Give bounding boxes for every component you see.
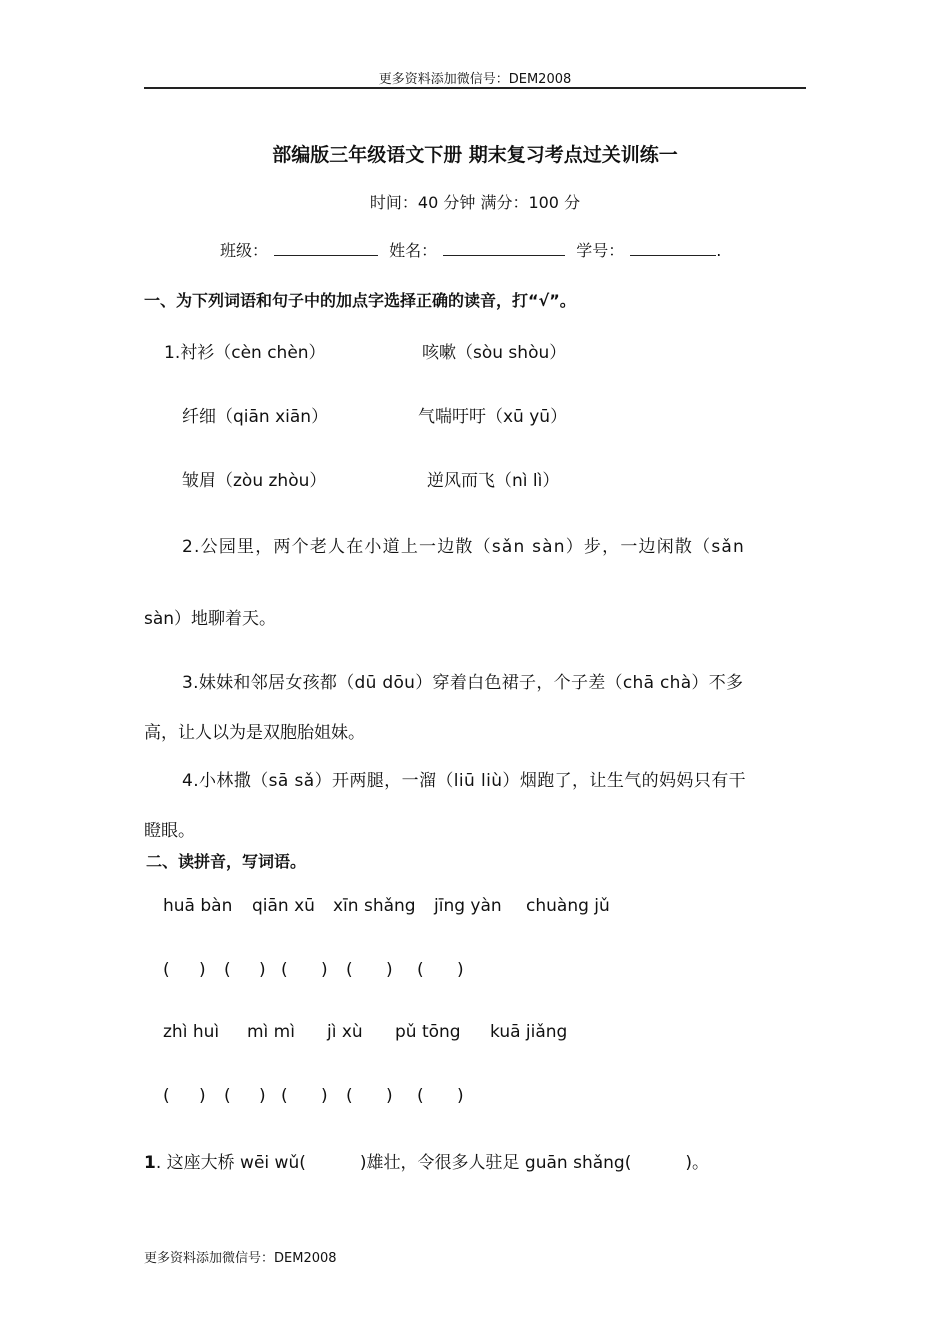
class-blank xyxy=(274,239,378,256)
word-item: 逆风而飞（nì lì） xyxy=(427,471,560,491)
word-item: 1.衬衫（cèn chèn） xyxy=(164,343,326,363)
question-number: 1 xyxy=(144,1153,156,1173)
answer-blank-open: ( xyxy=(281,1086,288,1106)
pinyin-word: zhì huì xyxy=(163,1022,220,1042)
word-item: 皱眉（zòu zhòu） xyxy=(182,471,327,491)
section-2-heading: 二、读拼音，写词语。 xyxy=(146,852,307,871)
fill-in-question-1 xyxy=(144,1148,709,1173)
pinyin-word: jīng yàn xyxy=(434,896,502,916)
header-divider xyxy=(144,87,806,89)
page-title: 部编版三年级语文下册 期末复习考点过关训练一 xyxy=(272,144,678,166)
student-info-line xyxy=(220,238,721,261)
pinyin-word: jì xù xyxy=(327,1022,363,1042)
answer-blank-open: ( xyxy=(417,960,424,980)
student-id-label: 学号： xyxy=(576,241,625,260)
question-4-line-2: 瞪眼。 xyxy=(144,821,195,841)
pinyin-word: huā bàn xyxy=(163,896,233,916)
answer-blank-close: ) xyxy=(321,960,328,980)
answer-blank-open: ( xyxy=(346,1086,353,1106)
answer-blank-close: ) xyxy=(386,960,393,980)
class-label: 班级： xyxy=(220,241,269,260)
question-text: . 这座大桥 wēi wǔ( )雄壮，令很多人驻足 guān shǎng( )。 xyxy=(155,1153,710,1173)
pinyin-word: mì mì xyxy=(247,1022,295,1042)
page-footer: 更多资料添加微信号：DEM2008 xyxy=(144,1251,337,1266)
answer-blank-close: ) xyxy=(457,1086,464,1106)
pinyin-word: chuàng jǔ xyxy=(526,896,610,916)
name-blank xyxy=(443,239,565,256)
answer-blank-open: ( xyxy=(417,1086,424,1106)
question-2-line-1: 2.公园里，两个老人在小道上一边散（sǎn sàn）步，一边闲散（sǎn xyxy=(182,537,745,557)
answer-blank-open: ( xyxy=(281,960,288,980)
question-4-line-1: 4.小林撒（sā sǎ）开两腿，一溜（liū liù）烟跑了，让生气的妈妈只有干 xyxy=(182,771,747,791)
answer-blank-close: ) xyxy=(199,1086,206,1106)
pinyin-word: qiān xū xyxy=(252,896,315,916)
answer-blank-open: ( xyxy=(224,960,231,980)
answer-blank-close: ) xyxy=(259,960,266,980)
pinyin-word: pǔ tōng xyxy=(395,1022,461,1042)
word-item: 纤细（qiān xiān） xyxy=(182,407,329,427)
question-3-line-2: 高，让人以为是双胞胎姐妹。 xyxy=(144,723,365,743)
pinyin-word: xīn shǎng xyxy=(333,896,416,916)
question-3-line-1: 3.妹妹和邻居女孩都（dū dōu）穿着白色裙子，个子差（chā chà）不多 xyxy=(182,673,744,693)
answer-blank-close: ) xyxy=(321,1086,328,1106)
answer-blank-close: ) xyxy=(386,1086,393,1106)
answer-blank-open: ( xyxy=(346,960,353,980)
question-2-line-2: sàn）地聊着天。 xyxy=(144,609,277,629)
student-id-blank xyxy=(630,239,716,256)
answer-blank-close: ) xyxy=(457,960,464,980)
section-1-heading: 一、为下列词语和句子中的加点字选择正确的读音，打“√”。 xyxy=(144,291,576,310)
exam-time-score: 时间：40 分钟 满分：100 分 xyxy=(369,193,581,212)
info-end: . xyxy=(716,241,722,260)
word-item: 咳嗽（sòu shòu） xyxy=(422,343,567,363)
answer-blank-open: ( xyxy=(224,1086,231,1106)
page-header: 更多资料添加微信号：DEM2008 xyxy=(378,72,572,87)
word-item: 气喘吁吁（xū yū） xyxy=(418,407,568,427)
answer-blank-open: ( xyxy=(163,960,170,980)
pinyin-word: kuā jiǎng xyxy=(490,1022,568,1042)
answer-blank-close: ) xyxy=(199,960,206,980)
answer-blank-close: ) xyxy=(259,1086,266,1106)
name-label: 姓名： xyxy=(389,241,438,260)
answer-blank-open: ( xyxy=(163,1086,170,1106)
